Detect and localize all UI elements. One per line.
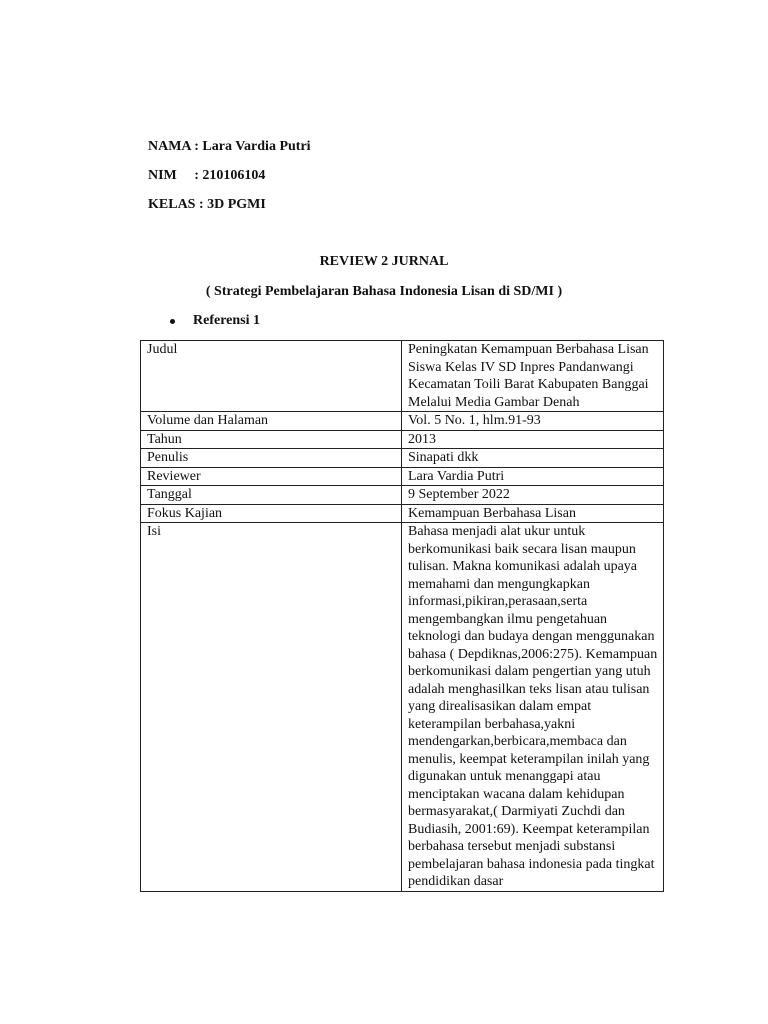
row-value-penulis: Sinapati dkk <box>402 449 664 468</box>
row-value-isi: Bahasa menjadi alat ukur untuk berkomunikasi baik secara lisan maupun tulisan. Makna komunikasi adalah upaya memahami dan mengungkapkan informasi,pikiran,perasaan,serta mengembangkan ilmu pengetahuan teknologi dan budaya dengan menggunakan bahasa ( Depdiknas,2006:275). Kemampuan berkomunikasi dalam pengertian yang utuh adalah menghasilkan teks lisan atau tulisan yang direalisasikan dalam empat keterampilan berbahasa,yakni mendengarkan,berbicara,membaca dan menulis, keempat keterampilan inilah yang digunakan untuk menanggapi atau menciptakan wacana dalam kehidupan bermasyarakat,( Darmiyati Zuchdi dan Budiasih, 2001:69). Keempat keterampilan berbahasa tersebut menjadi substansi pembelajaran bahasa indonesia pada tingkat pendidikan dasar <box>402 523 664 892</box>
table-row <box>141 467 664 486</box>
reference-heading <box>170 313 260 329</box>
table-row <box>141 341 664 412</box>
table-row <box>141 449 664 468</box>
table-row <box>141 430 664 449</box>
row-value-reviewer: Lara Vardia Putri <box>402 467 664 486</box>
row-value-volume: Vol. 5 No. 1, hlm.91-93 <box>402 412 664 431</box>
row-label-tahun: Tahun <box>141 430 402 449</box>
row-value-tahun: 2013 <box>402 430 664 449</box>
review-table <box>140 340 664 892</box>
table-row <box>141 412 664 431</box>
row-label-isi: Isi <box>141 523 402 892</box>
row-value-judul: Peningkatan Kemampuan Berbahasa Lisan Siswa Kelas IV SD Inpres Pandanwangi Kecamatan Toili Barat Kabupaten Banggai Melalui Media Gambar Denah <box>402 341 664 412</box>
reference-label: Referensi 1 <box>193 313 260 328</box>
student-class: KELAS : 3D PGMI <box>148 197 266 212</box>
row-label-tanggal: Tanggal <box>141 486 402 505</box>
bullet-icon <box>170 319 175 324</box>
student-nim: NIM : 210106104 <box>148 168 266 183</box>
document-subtitle: ( Strategi Pembelajaran Bahasa Indonesia Lisan di SD/MI ) <box>205 284 563 299</box>
table-row <box>141 504 664 523</box>
row-label-penulis: Penulis <box>141 449 402 468</box>
table-row <box>141 523 664 892</box>
row-value-tanggal: 9 September 2022 <box>402 486 664 505</box>
row-label-fokus: Fokus Kajian <box>141 504 402 523</box>
table-row <box>141 486 664 505</box>
row-label-judul: Judul <box>141 341 402 412</box>
row-label-volume: Volume dan Halaman <box>141 412 402 431</box>
document-title: REVIEW 2 JURNAL <box>319 254 449 269</box>
row-value-fokus: Kemampuan Berbahasa Lisan <box>402 504 664 523</box>
student-name: NAMA : Lara Vardia Putri <box>148 139 311 154</box>
row-label-reviewer: Reviewer <box>141 467 402 486</box>
